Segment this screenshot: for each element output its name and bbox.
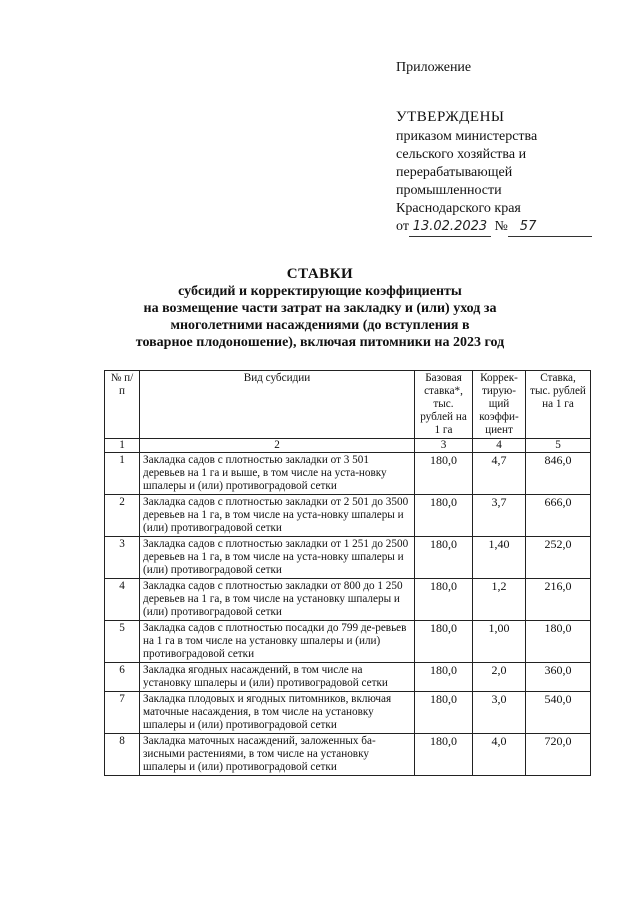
subsidy-type: Закладка маточных насаждений, заложенных ба-зисными растениями, в том числе на установку шпалеры и (или) противоградовой сетки [140,734,415,776]
column-number: 2 [140,439,415,453]
title-main: СТАВКИ [286,266,354,282]
handwritten-number: 57 [508,218,592,237]
approval-block [396,108,626,237]
rate: 666,0 [526,495,591,537]
row-number: 1 [105,453,140,495]
base-rate: 180,0 [415,621,473,663]
column-number: 5 [526,439,591,453]
row-number: 3 [105,537,140,579]
title-line: многолетними насаждениями (до вступления в [170,318,470,333]
table-row [105,734,591,776]
header-rate: Ставка, тыс. рублей на 1 га [526,371,591,439]
rate: 540,0 [526,692,591,734]
rate: 180,0 [526,621,591,663]
subsidy-type: Закладка садов с плотностью закладки от 3 501 деревьев на 1 га и выше, в том числе на уста-новку шпалеры и (или) противоградовой сетки [140,453,415,495]
order-date-number-line [396,218,626,237]
subsidy-type: Закладка садов с плотностью закладки от 1 251 до 2500 деревьев на 1 га, в том числе на уста-новку шпалеры и (или) противоградовой сетки [140,537,415,579]
approval-line: сельского хозяйства и [396,147,527,162]
subsidy-type: Закладка ягодных насаждений, в том числе на установку шпалеры и (или) противоградовой сетки [140,663,415,692]
approval-line: промышленности [396,183,502,198]
row-number: 4 [105,579,140,621]
approval-line: приказом министерства [396,129,538,144]
number-label: № [494,219,508,234]
table-row [105,621,591,663]
subsidy-type: Закладка садов с плотностью посадки до 799 де-ревьев на 1 га в том числе на установку шпалеры и (или) противоградовой сетки [140,621,415,663]
coefficient: 3,0 [473,692,526,734]
approval-line: перерабатывающей [396,165,513,180]
subsidy-type: Закладка плодовых и ягодных питомников, включая маточные насаждения, в том числе на установку шпалеры и (или) противоградовой сетки [140,692,415,734]
rate: 216,0 [526,579,591,621]
handwritten-date: 13.02.2023 [409,218,491,237]
row-number: 5 [105,621,140,663]
rate: 720,0 [526,734,591,776]
header-coefficient: Коррек-тирую-щий коэффи-циент [473,371,526,439]
subsidy-type: Закладка садов с плотностью закладки от 2 501 до 3500 деревьев на 1 га, в том числе на уста-новку шпалеры и (или) противоградовой сетки [140,495,415,537]
rates-table [104,370,591,776]
table-row [105,692,591,734]
base-rate: 180,0 [415,692,473,734]
table-row [105,537,591,579]
header-number: № п/п [105,371,140,439]
coefficient: 1,00 [473,621,526,663]
row-number: 7 [105,692,140,734]
subsidy-type: Закладка садов с плотностью закладки от 800 до 1 250 деревьев на 1 га, в том числе на установку шпалеры и (или) противоградовой сетки [140,579,415,621]
header-base-rate: Базовая ставка*, тыс. рублей на 1 га [415,371,473,439]
base-rate: 180,0 [415,453,473,495]
column-number: 4 [473,439,526,453]
table-header-row [105,371,591,439]
header-subsidy-type: Вид субсидии [140,371,415,439]
coefficient: 2,0 [473,663,526,692]
column-number: 1 [105,439,140,453]
title-line: товарное плодоношение), включая питомники на 2023 год [135,335,505,350]
coefficient: 3,7 [473,495,526,537]
approval-heading: УТВЕРЖДЕНЫ [396,109,505,125]
rate: 252,0 [526,537,591,579]
coefficient: 4,7 [473,453,526,495]
table-row [105,663,591,692]
row-number: 6 [105,663,140,692]
table-row [105,495,591,537]
row-number: 8 [105,734,140,776]
base-rate: 180,0 [415,495,473,537]
column-numbers-row [105,439,591,453]
table-row [105,579,591,621]
document-title [40,266,600,351]
title-line: на возмещение части затрат на закладку и (или) уход за [143,301,497,316]
table-row [105,453,591,495]
coefficient: 1,2 [473,579,526,621]
base-rate: 180,0 [415,537,473,579]
base-rate: 180,0 [415,663,473,692]
from-label: от [396,219,409,234]
rate: 846,0 [526,453,591,495]
base-rate: 180,0 [415,734,473,776]
approval-line: Краснодарского края [396,201,521,216]
base-rate: 180,0 [415,579,473,621]
rate: 360,0 [526,663,591,692]
row-number: 2 [105,495,140,537]
appendix-label: Приложение [396,60,472,75]
coefficient: 1,40 [473,537,526,579]
title-line: субсидий и корректирующие коэффициенты [178,284,462,299]
coefficient: 4,0 [473,734,526,776]
column-number: 3 [415,439,473,453]
